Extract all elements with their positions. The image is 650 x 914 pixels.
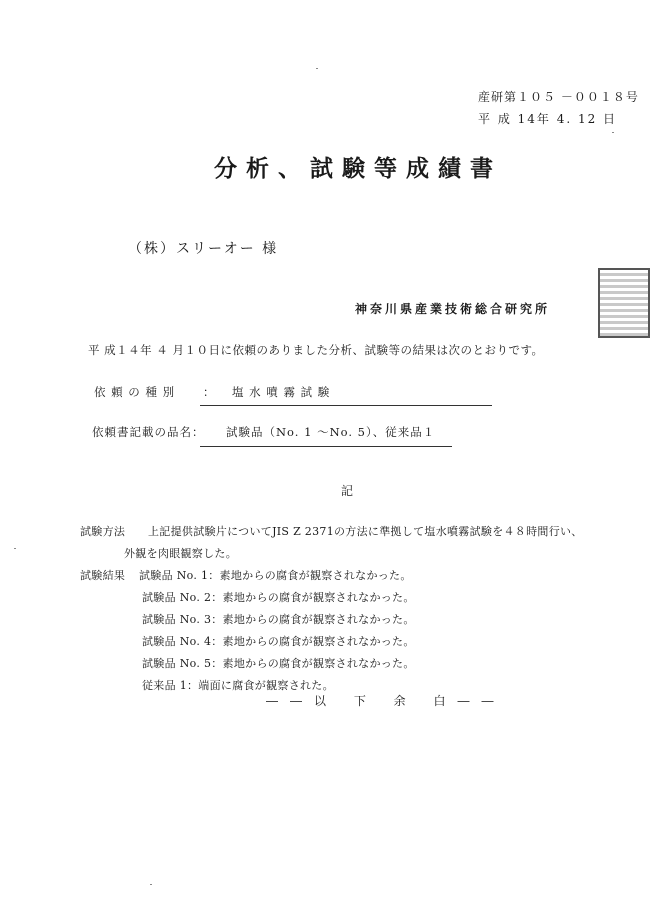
- result-line: 試験品 No. 5：素地からの腐食が観察されなかった。: [142, 657, 415, 670]
- document-title: 分析、試験等成績書: [214, 155, 502, 182]
- scan-speck: [316, 68, 318, 69]
- result-line: 従来品 1：端面に腐食が観察された。: [142, 679, 334, 692]
- result-line: 試験品 No. 2：素地からの腐食が観察されなかった。: [142, 591, 415, 604]
- recipient: （株）スリーオー 様: [128, 241, 279, 257]
- request-item-label: 依頼書記載の品名：: [92, 425, 205, 439]
- scan-speck: [14, 548, 16, 549]
- end-mark: ――以 下 余 白――: [266, 694, 506, 708]
- method-line-1: 上記提供試験片についてJIS Z 2371の方法に準拠して塩水噴霧試験を４８時間行い、: [148, 525, 583, 538]
- request-item-underline: [200, 446, 452, 447]
- document-date: 平 成 14年 4. 12 日: [478, 112, 618, 126]
- method-line-2: 外観を肉眼観察した。: [124, 547, 237, 560]
- results-label: 試験結果: [80, 569, 126, 582]
- request-type-value: 塩 水 噴 霧 試 験: [232, 385, 331, 399]
- official-seal: [598, 268, 650, 338]
- intro-text: 平 成１４年 ４ 月１０日に依頼のありました分析、試験等の結果は次のとおりです。: [88, 343, 544, 357]
- document-number: 産研第１０５ －００１８号: [478, 90, 639, 104]
- request-type-label: 依 頼 の 種 別: [94, 385, 176, 399]
- request-type-separator: ：: [203, 385, 216, 399]
- issuer: 神奈川県産業技術総合研究所: [355, 302, 551, 316]
- result-line: 試験品 No. 1：素地からの腐食が観察されなかった。: [139, 569, 412, 582]
- ki-marker: 記: [341, 484, 354, 498]
- method-label: 試験方法: [80, 525, 126, 538]
- scan-speck: [150, 884, 152, 885]
- request-item-value: 試験品（No. 1 ～No. 5）、従来品１: [226, 425, 436, 439]
- result-line: 試験品 No. 4：素地からの腐食が観察されなかった。: [142, 635, 415, 648]
- request-type-underline: [200, 405, 492, 406]
- result-line: 試験品 No. 3：素地からの腐食が観察されなかった。: [142, 613, 415, 626]
- scan-speck: [612, 132, 614, 133]
